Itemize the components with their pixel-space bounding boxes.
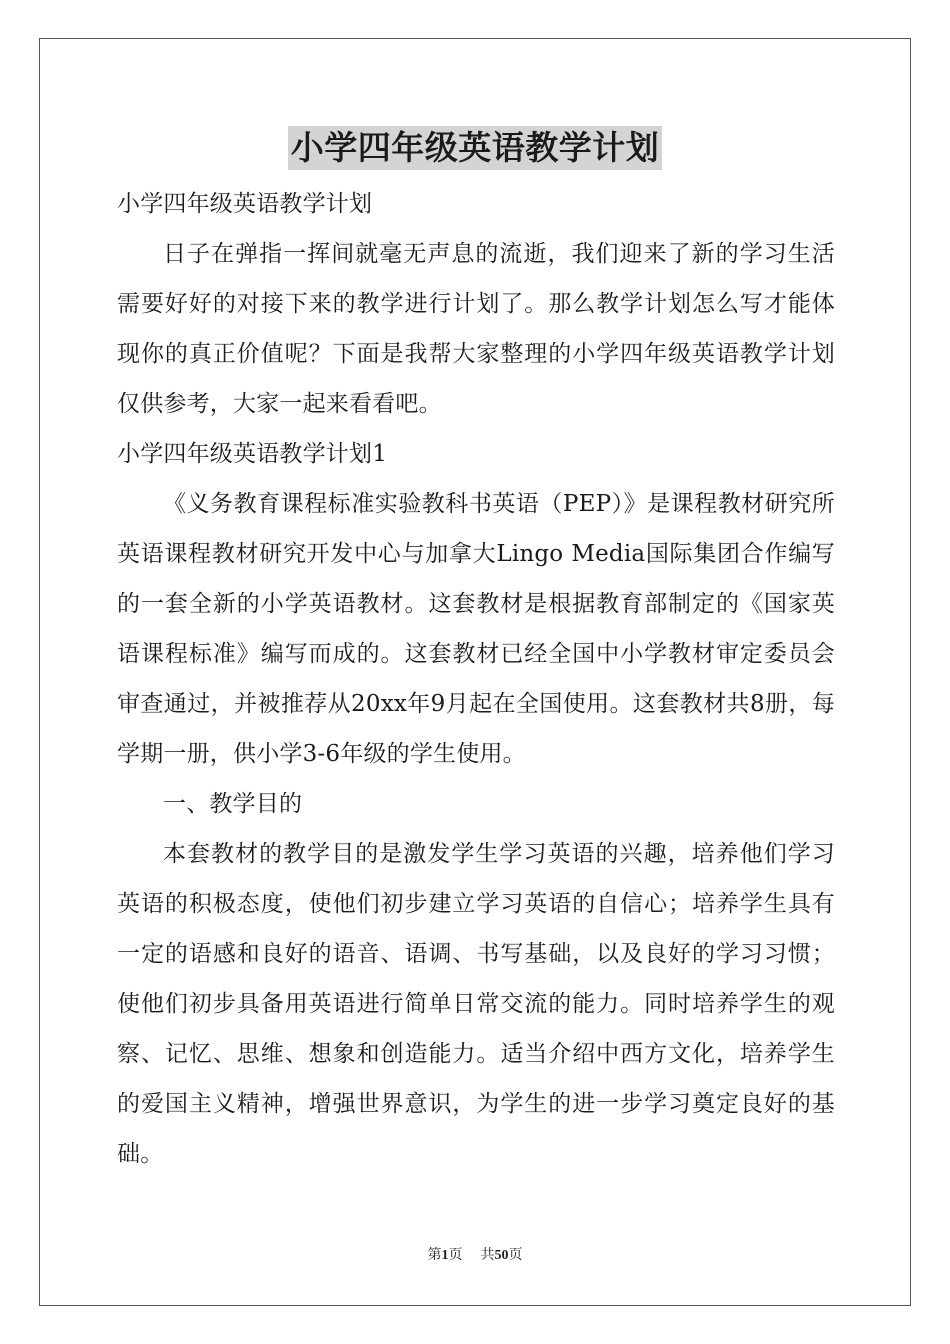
document-title: 小学四年级英语教学计划 xyxy=(288,126,663,170)
title-container xyxy=(0,126,950,170)
paragraph-section-heading: 小学四年级英语教学计划1 xyxy=(117,441,388,467)
footer-page-suffix: 页 xyxy=(448,1248,463,1263)
footer-total-prefix: 共 xyxy=(480,1248,495,1263)
paragraph-intro: 日子在弹指一挥间就毫无声息的流逝，我们迎来了新的学习生活需要好好的对接下来的教学进行计划了。那么教学计划怎么写才能体现你的真正价值呢？下面是我帮大家整理的小学四年级英语教学计划仅供参考，大家一起来看看吧。 xyxy=(117,241,835,417)
footer-page-prefix: 第 xyxy=(427,1248,442,1263)
paragraph-heading-teaching-goal: 一、教学目的 xyxy=(163,791,303,817)
paragraph-subtitle: 小学四年级英语教学计划 xyxy=(117,191,373,217)
footer-page-total: 50 xyxy=(494,1248,509,1263)
paragraph-textbook-description: 《义务教育课程标准实验教科书英语（PEP）》是课程教材研究所英语课程教材研究开发中心与加拿大Lingo Media国际集团合作编写的一套全新的小学英语教材。这套教材是根据教育部制定的《国家英语课程标准》编写而成的。这套教材已经全国中小学教材审定委员会审查通过，并被推荐从20xx年9月起在全国使用。这套教材共8册，每学期一册，供小学3-6年级的学生使用。 xyxy=(117,491,835,767)
footer-page-current: 1 xyxy=(441,1248,449,1263)
document-body xyxy=(117,179,835,1179)
page-footer xyxy=(0,1246,950,1266)
footer-total-suffix: 页 xyxy=(508,1248,523,1263)
paragraph-teaching-goal: 本套教材的教学目的是激发学生学习英语的兴趣，培养他们学习英语的积极态度，使他们初步建立学习英语的自信心；培养学生具有一定的语感和良好的语音、语调、书写基础，以及良好的学习习惯；使他们初步具备用英语进行简单日常交流的能力。同时培养学生的观察、记忆、思维、想象和创造能力。适当介绍中西方文化，培养学生的爱国主义精神，增强世界意识，为学生的进一步学习奠定良好的基础。 xyxy=(117,841,835,1167)
